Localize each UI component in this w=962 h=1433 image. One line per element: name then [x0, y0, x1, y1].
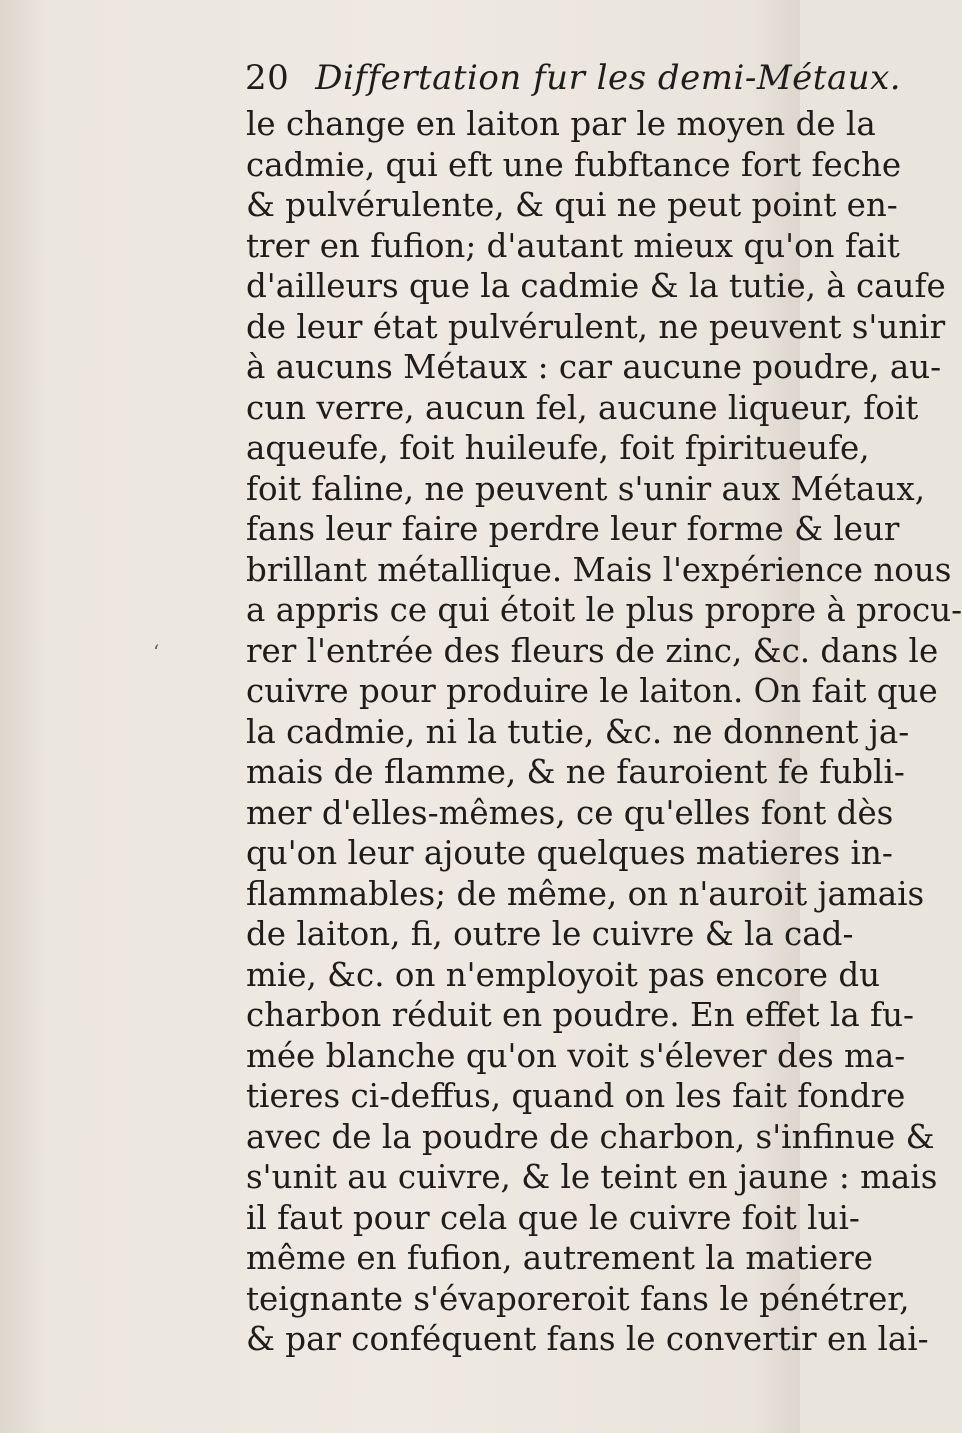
text-line: s'unit au cuivre, & le teint en jaune : mais	[246, 1158, 938, 1196]
text-line: tieres ci-deffus, quand on les fait fondre	[246, 1077, 906, 1115]
text-line: teignante s'évaporeroit fans le pénétrer,	[246, 1279, 910, 1318]
text-line: mie, &c. on n'employoit pas encore du	[246, 955, 881, 994]
text-line: avec de la poudre de charbon, s'infinue &	[246, 1117, 935, 1156]
text-line: a appris ce qui étoit le plus propre à procu-	[246, 591, 962, 629]
text-line: même en fufion, autrement la matiere	[246, 1239, 873, 1277]
text-line: brillant métallique. Mais l'expérience nous	[246, 550, 952, 589]
body-text	[246, 104, 962, 1360]
text-line: de laiton, fi, outre le cuivre & la cad-	[246, 915, 854, 953]
text-line: & pulvérulente, & qui ne peut point en-	[246, 186, 898, 224]
text-line: flammables; de même, on n'auroit jamais	[246, 874, 925, 913]
text-line: trer en fufion; d'autant mieux qu'on fait	[246, 226, 900, 265]
text-line: d'ailleurs que la cadmie & la tutie, à caufe	[246, 267, 946, 305]
text-line: aqueufe, foit huileufe, foit fpiritueufe,	[246, 429, 870, 467]
running-title: Differtation fur les demi-Métaux.	[315, 58, 902, 98]
page-header	[245, 58, 901, 98]
text-line: & par conféquent fans le convertir en lai-	[246, 1320, 929, 1358]
text-line: mais de flamme, & ne fauroient fe fubli-	[246, 753, 905, 791]
text-line: mer d'elles-mêmes, ce qu'elles font dès	[246, 793, 894, 832]
text-line: cun verre, aucun fel, aucune liqueur, foit	[246, 388, 919, 427]
text-line: il faut pour cela que le cuivre foit lui-	[246, 1198, 860, 1237]
text-line: rer l'entrée des fleurs de zinc, &c. dans le	[246, 631, 939, 670]
text-line: de leur état pulvérulent, ne peuvent s'unir	[246, 307, 946, 346]
text-line: foit faline, ne peuvent s'unir aux Métaux,	[246, 469, 926, 508]
page-number: 20	[245, 58, 290, 98]
margin-mark: ‘	[153, 640, 160, 664]
text-line: cuivre pour produire le laiton. On fait que	[246, 672, 938, 710]
text-line: à aucuns Métaux : car aucune poudre, au-	[246, 348, 942, 386]
text-line: mée blanche qu'on voit s'élever des ma-	[246, 1036, 906, 1075]
text-line: le change en laiton par le moyen de la	[246, 105, 876, 143]
text-line: qu'on leur ajoute quelques matieres in-	[246, 834, 893, 872]
text-line: la cadmie, ni la tutie, &c. ne donnent ja-	[246, 712, 910, 751]
text-line: cadmie, qui eft une fubftance fort feche	[246, 145, 902, 184]
text-line: fans leur faire perdre leur forme & leur	[246, 510, 900, 548]
text-line: charbon réduit en poudre. En effet la fu-	[246, 996, 914, 1034]
